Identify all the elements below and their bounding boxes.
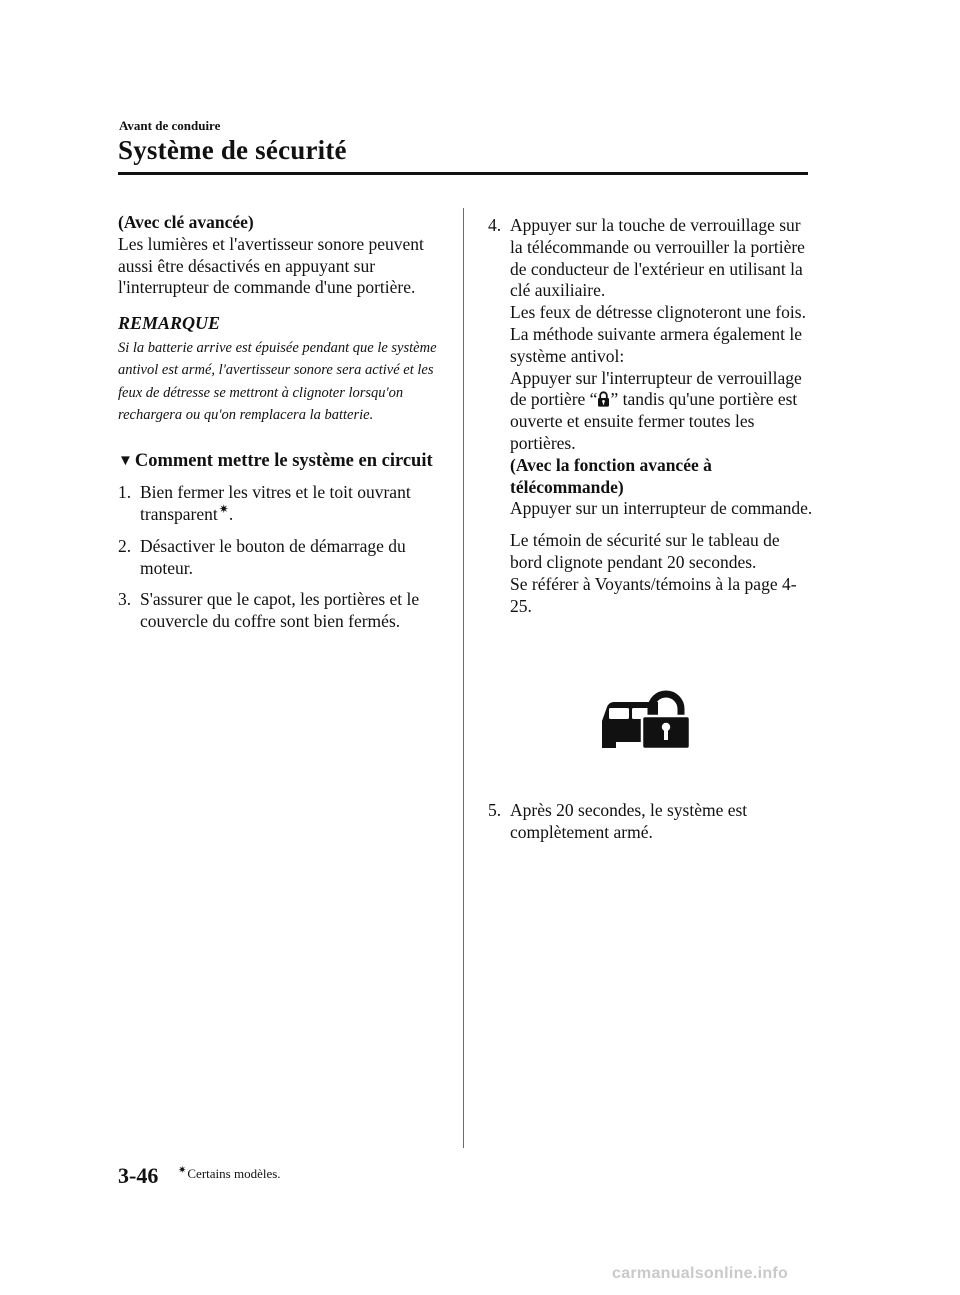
step-4-line-2: Les feux de détresse clignoteront une fois. [510,302,806,323]
step-text: S'assurer que le capot, les portières et le couvercle du coffre sont bien fermés. [140,588,420,631]
column-divider [463,208,464,1148]
step-4-para-2-line-1: Le témoin de sécurité sur le tableau de bord clignote pendant 20 secondes. [510,530,780,572]
footnote [178,1166,281,1182]
section-heading [118,451,443,474]
adv-key-heading: (Avec clé avancée) [118,212,254,232]
section-kicker: Avant de conduire [119,118,221,133]
page-number: 3-46 [118,1163,159,1188]
footnote-text: Certains modèles. [187,1166,281,1181]
list-item [118,482,443,528]
step-4-line-4-post: ” tandis qu'une portière est ouverte et ensuite fermer toutes les portières. [510,389,798,453]
step-number: 1. [118,481,132,502]
remark-text: Si la batterie arrive est épuisée pendant que le système antivol est armé, l'avertisseur sonore sera activé et les feux de détresse se mettront à clignoter lorsqu'on rechargera ou qu'on remplacera la batterie. [118,339,437,424]
step-number: 5. [488,800,502,820]
adv-key-paragraph: Les lumières et l'avertisseur sonore peuvent aussi être désactivés en appuyant sur l'interrupteur de commande d'une portière. [118,233,424,298]
list-item [118,536,443,580]
list-item [488,215,813,617]
step-4-content [510,215,813,617]
adv-remote-text: Appuyer sur un interrupteur de commande. [510,498,813,519]
step-text [140,482,443,528]
step-number: 2. [118,536,132,557]
step-5 [488,800,813,853]
step-4-para-2-line-2: Se référer à Voyants/témoins à la page 4-25. [510,573,797,616]
page-title: Système de sécurité [118,135,347,165]
remark-heading: REMARQUE [118,313,221,334]
step-4-line-4 [510,368,813,455]
step-text: Après 20 secondes, le système est complètement armé. [510,800,748,842]
footnote-star-icon: ✷ [218,501,229,516]
step-text: Désactiver le bouton de démarrage du moteur. [140,536,406,579]
step-text-period: . [228,503,234,524]
step-text-main: Bien fermer les vitres et le toit ouvrant transparent [140,481,411,524]
step-number: 4. [488,215,502,235]
step-number: 3. [118,588,132,609]
step-4-line-4-pre: Appuyer sur l'interrupteur de verrouillage de portière “ [510,367,802,410]
lock-icon [597,391,610,407]
down-triangle-icon: ▼ [118,452,133,469]
left-column [118,212,443,642]
step-4-line-3: La méthode suivante armera également le système antivol: [510,323,803,366]
right-column [488,215,813,626]
spacer [510,520,813,530]
watermark: carmanualsonline.info [612,1265,789,1282]
list-item [118,589,443,633]
footnote-star-icon: ✷ [178,1165,187,1176]
adv-remote-heading: (Avec la fonction avancée à télécommande) [510,454,712,497]
car-lock-indicator-icon [600,688,692,752]
section-heading-text: Comment mettre le système en circuit [134,450,433,471]
step-4-line-1: Appuyer sur la touche de verrouillage sur la télécommande ou verrouiller la portière de conducteur de l'extérieur en utilisant la clé auxiliaire. [510,215,805,301]
title-rule [118,172,808,175]
list-item [488,800,813,844]
